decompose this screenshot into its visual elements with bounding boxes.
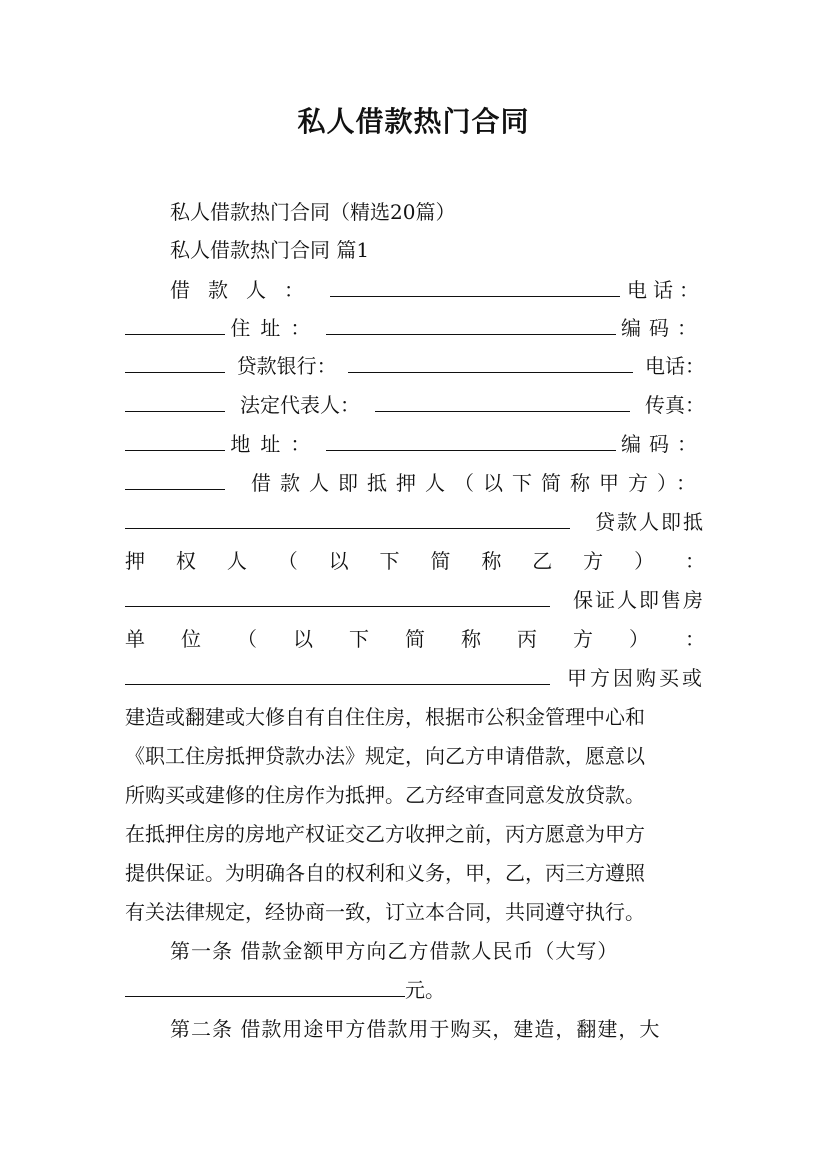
postcode-label: 编码：	[620, 316, 705, 340]
address-blank	[326, 314, 616, 335]
legal-rep-prefix-blank	[125, 391, 225, 412]
body-line-6: 有关法律规定，经协商一致，订立本合同，共同遵守执行。	[125, 900, 645, 924]
body-row-1	[125, 664, 705, 692]
body-line-0: 甲方因购买或	[567, 666, 705, 690]
location-label: 地址：	[230, 432, 321, 456]
bank-blank	[348, 352, 633, 373]
party-a-label: 借款人即抵押人（以下简称甲方）：	[251, 471, 705, 495]
article-1: 第一条 借款金额甲方向乙方借款人民币（大写）	[170, 939, 619, 963]
form-row-party-b-end: 押 权 人 （ 以 下 简 称 乙 方 ） ：	[125, 549, 705, 573]
bank-phone-label: 电话：	[644, 354, 705, 378]
document-title: 私人借款热门合同	[297, 105, 530, 138]
borrower-blank	[330, 276, 620, 297]
form-row-guarantor-start	[125, 586, 705, 614]
party-b-label-start: 贷款人即抵	[595, 510, 705, 534]
body-line-2: 《职工住房抵押贷款办法》规定，向乙方申请借款，愿意以	[125, 744, 645, 768]
location-blank	[326, 430, 616, 451]
amount-blank	[125, 976, 405, 997]
article-1-amount-row	[125, 976, 705, 1004]
address-prefix-blank	[125, 314, 225, 335]
fax-label: 传真：	[645, 393, 705, 417]
bank-prefix-blank	[125, 352, 225, 373]
form-row-legal-rep	[125, 391, 705, 419]
form-row-location	[125, 430, 705, 458]
bank-label: 贷款银行：	[236, 354, 337, 378]
legal-rep-blank	[375, 391, 630, 412]
section-heading: 私人借款热门合同 篇1	[170, 238, 370, 262]
party-a-blank	[125, 508, 570, 529]
location-postcode-label: 编码：	[620, 432, 705, 456]
form-row-party-b-start	[125, 508, 705, 536]
party-a-prefix-blank	[125, 469, 225, 490]
form-row-borrower	[170, 276, 705, 304]
address-label: 住址：	[230, 316, 321, 340]
form-row-address	[125, 314, 705, 342]
guarantor-label-start: 保证人即售房	[573, 588, 705, 612]
document-subtitle: 私人借款热门合同（精选20篇）	[170, 200, 456, 224]
form-row-party-a	[125, 469, 705, 497]
article-1-end: 元。	[405, 978, 445, 1002]
party-b-blank	[125, 586, 550, 607]
body-line-5: 提供保证。为明确各自的权利和义务，甲，乙，丙三方遵照	[125, 861, 645, 885]
body-line-1: 建造或翻建或大修自有自住住房，根据市公积金管理中心和	[125, 705, 645, 729]
article-2: 第二条 借款用途甲方借款用于购买，建造，翻建，大	[170, 1017, 661, 1041]
form-row-guarantor-end: 单 位 （ 以 下 简 称 丙 方 ） ：	[125, 627, 705, 651]
borrower-label: 借款人：	[170, 278, 322, 302]
party-c-blank	[125, 664, 550, 685]
form-row-bank	[125, 352, 705, 380]
phone-label: 电话：	[627, 278, 705, 302]
legal-rep-label: 法定代表人：	[240, 393, 360, 417]
body-line-4: 在抵押住房的房地产权证交乙方收押之前，丙方愿意为甲方	[125, 822, 645, 846]
location-prefix-blank	[125, 430, 225, 451]
body-line-3: 所购买或建修的住房作为抵押。乙方经审查同意发放贷款。	[125, 783, 645, 807]
